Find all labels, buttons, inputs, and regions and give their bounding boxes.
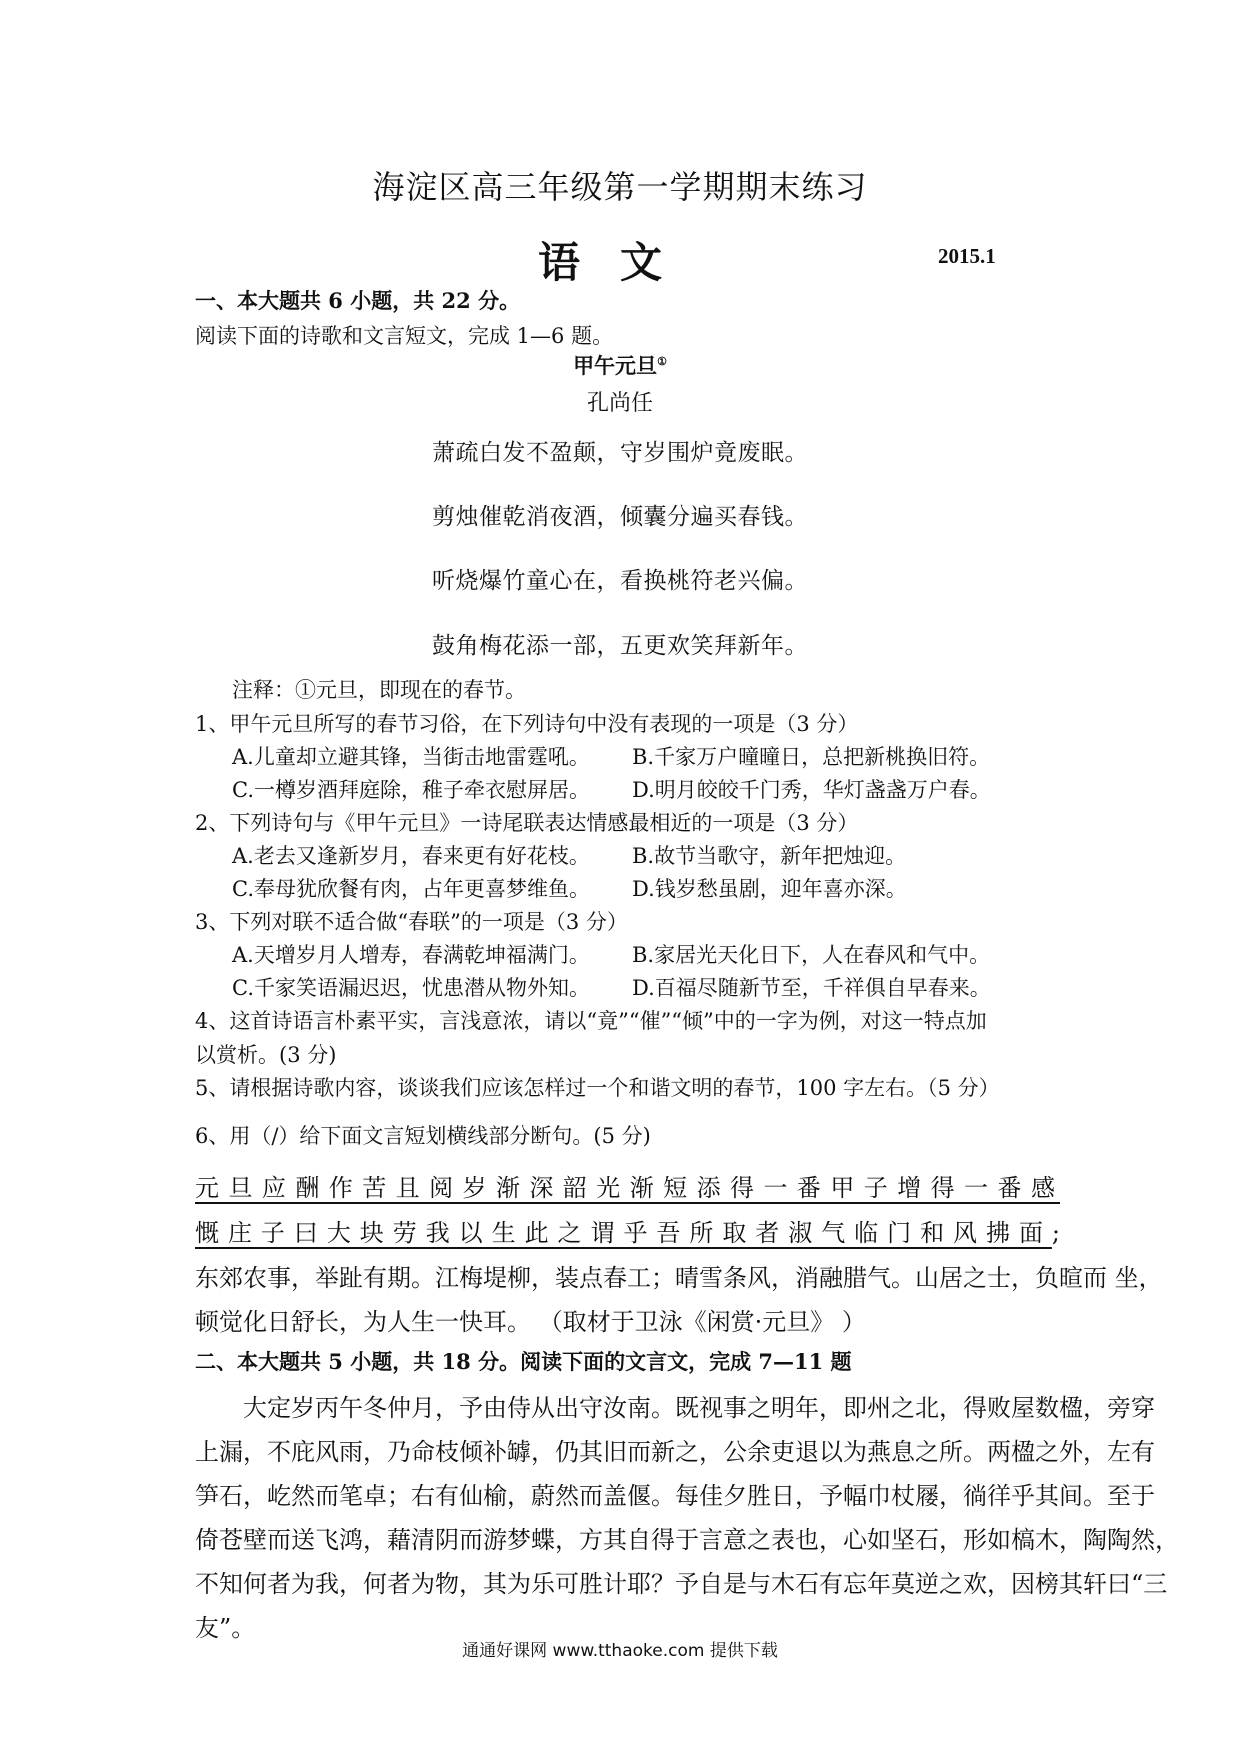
passage-line-1: 大定岁丙午冬仲月，予由侍从出守汝南。既视事之明年，即州之北，得败屋数楹，旁穿 [195, 1394, 1155, 1422]
q2-option-a: A.老去又逢新岁月，春来更有好花枝。 [232, 844, 590, 868]
q3-option-a: A.天增岁月人增寿，春满乾坤福满门。 [232, 943, 590, 967]
q3-option-c: C.千家笑语漏迟迟，忧患潜从物外知。 [232, 976, 590, 1000]
q1-option-d: D.明月皎皎千门秀，华灯盏盏万户春。 [632, 778, 991, 802]
section2-heading: 二、本大题共 5 小题，共 18 分。阅读下面的文言文，完成 7—11 题 [195, 1349, 852, 1374]
subject-title: 语文 [537, 238, 702, 287]
wenyan-line-4: 顿觉化日舒长，为人生一快耳。 （取材于卫泳《闲赏·元旦》 ） [195, 1308, 866, 1336]
poem-line-2: 剪烛催乾消夜酒，倾囊分遍买春钱。 [432, 504, 808, 530]
wenyan-line-3: 东郊农事，举趾有期。江梅堤柳，装点春工；晴雪条风，消融腊气。山居之士，负暄而 坐， [195, 1264, 1163, 1292]
q2-option-d: D.钱岁愁虽剧，迎年喜亦深。 [632, 877, 907, 901]
exam-date: 2015.1 [938, 244, 996, 268]
q2-option-c: C.奉母犹欣餐有肉，占年更喜梦维鱼。 [232, 877, 590, 901]
passage-line-3: 笋石，屹然而笔卓；右有仙榆，蔚然而盖偃。每佳夕胜日，予幅巾杖屦，徜徉乎其间。至于 [195, 1482, 1155, 1510]
poem-line-3: 听烧爆竹童心在，看换桃符老兴偏。 [432, 568, 808, 594]
section1-heading: 一、本大题共 6 小题，共 22 分。 [195, 288, 521, 313]
poem-line-4: 鼓角梅花添一部，五更欢笑拜新年。 [432, 633, 808, 659]
passage-line-5: 不知何者为我，何者为物，其为乐可胜计耶？予自是与木石有忘年莫逆之欢，因榜其轩曰“三 [195, 1570, 1168, 1598]
poem-line-1: 萧疏白发不盈颠，守岁围炉竟废眠。 [432, 440, 808, 466]
q3-option-b: B.家居光天化日下，人在春风和气中。 [632, 943, 991, 967]
question-2-stem: 2、下列诗句与《甲午元旦》一诗尾联表达情感最相近的一项是（3 分） [195, 811, 859, 835]
wenyan-line-2: 慨庄子曰大块劳我以生此之谓乎吾所取者淑气临门和风拂面; [195, 1219, 1060, 1247]
poem-note: 注释：①元旦，即现在的春节。 [232, 678, 526, 702]
note-mark: ① [657, 355, 667, 368]
section1-instruction: 阅读下面的诗歌和文言短文，完成 1—6 题。 [195, 324, 614, 348]
q1-option-c: C.一樽岁酒拜庭除，稚子牵衣慰屏居。 [232, 778, 590, 802]
passage-line-6: 友”。 [195, 1614, 256, 1642]
q2-option-b: B.故节当歌守，新年把烛迎。 [632, 844, 907, 868]
q1-option-a: A.儿童却立避其锋，当街击地雷霆吼。 [232, 745, 590, 769]
q1-option-b: B.千家万户曈曈日，总把新桃换旧符。 [632, 745, 991, 769]
q3-option-d: D.百福尽随新节至，千祥俱自早春来。 [632, 976, 991, 1000]
page-footer: 通通好课网 www.tthaoke.com 提供下载 [462, 1641, 778, 1661]
page-title: 海淀区高三年级第一学期期末练习 [372, 168, 868, 206]
passage-line-4: 倚苍壁而送飞鸿，藉清阴而游梦蝶，方其自得于言意之表也，心如坚石，形如槁木，陶陶然， [195, 1526, 1179, 1554]
question-3-stem: 3、下列对联不适合做“春联”的一项是（3 分） [195, 910, 628, 934]
poem-title: 甲午元旦① [573, 353, 667, 378]
question-1-stem: 1、甲午元旦所写的春节习俗，在下列诗句中没有表现的一项是（3 分） [195, 712, 859, 736]
wenyan-line-1: 元旦应酬作苦且阅岁渐深韶光渐短添得一番甲子增得一番感 [195, 1174, 1060, 1202]
poem-author: 孔尚任 [586, 391, 653, 416]
question-6: 6、用（/）给下面文言短划横线部分断句。(5 分) [195, 1124, 651, 1148]
passage-line-2: 上漏，不庇风雨，乃命枝倾补罅，仍其旧而新之，公余吏退以为燕息之所。两楹之外，左有 [195, 1438, 1155, 1466]
question-4-line-1: 4、这首诗语言朴素平实，言浅意浓，请以“竟”“催”“倾”中的一字为例，对这一特点加 [195, 1009, 987, 1033]
question-5: 5、请根据诗歌内容，谈谈我们应该怎样过一个和谐文明的春节，100 字左右。（5 分） [195, 1076, 1000, 1100]
question-4-line-2: 以赏析。(3 分) [195, 1043, 337, 1067]
